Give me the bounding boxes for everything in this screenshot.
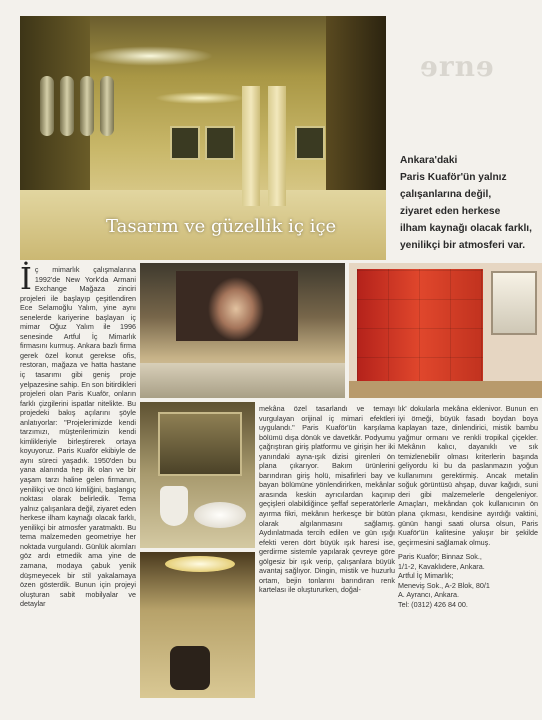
drop-cap: İ (20, 262, 32, 297)
address-block (398, 552, 538, 609)
address-line: A. Ayrancı, Ankara. (398, 590, 459, 600)
address-line: Meneviş Sok., A-2 Blok, 80/1 (398, 580, 490, 590)
photo-red-wall-lounge (349, 263, 542, 398)
photo-salon-chairs (140, 552, 255, 698)
lead-line: ilham kaynağı olacak farklı, (400, 223, 532, 234)
lead-line: yenilikçi bir atmosferi var. (400, 240, 526, 251)
lead-line: Paris Kuaför'ün yalnız (400, 172, 507, 183)
article-column-1 (20, 262, 136, 609)
article-paragraph: lık' dokularla mekâna eklenivor. Bunun en iyi örneği, büyük fasadı boydan boya kaplayan taze, dinlendirici, mistik bambu yağmur ormanı ve renkli tropikal çiçekler. Mekânın kalıcı, dayanıklı ve sık temizlenebilir olması kriterlerin başında geliyordu ki bu da paslanmazın yoğun kullanımını gerektirmiş. Ancak metalin soğuk görüntüsü ahşap, duvar kağıdı, suni deri gibi malzemelerle dengeleniyor. Amaçları, mekândan çok kullanıcının ön plana çıkması, kendisine ayırdığı vaktini, günün hangi saati olursa olsun, Paris Kuaför'ün kalitesine yakışır bir şekilde geçirmesini sağlamak olmuş. (398, 404, 538, 547)
article-paragraph: ç mimarlık çalışmalarına 1992'de New York'da Armani Exchange Mağaza zinciri projeleri ile başlayıp çeşitlendiren Ece Selamoğlu Yalım, yine aynı senelerde kariyerine başlayan iç mimar Oğuz Yalım ile 1996 senesinde Artful İç Mimarlık firmasını kurmuş. Ankara bazlı firma gerek özel konut gerekse ofis, restoran, mağaza ve hatta hastane iç tasarımı gibi geniş proje yelpazesine sahip. En son bitirdikleri projeleri olan Paris Kuaför, onların farklı çizgilerini ispatlar nitelikte. Bu projedeki bakış açılarını şöyle anlatıyorlar: "Projelerimizde kendi tarzımızı, müşterilerimizin kendi kimlikleriyle birleştirerek ortaya koyuyoruz. Paris Kuaför ekibiyle de aynı süreci yaşadık. 1950'den bu yana alanında hep ilk olan ve bir yaşam tarzı haline gelen firmanın, yenilikçi ve öncü kimliğini, başlangıç noktası olarak belirledik. Tema yalnız çalışanlara değil, ziyaret eden herkese ilham kaynağı olacak farklı, yenilikçi bir atmosfer yaratmaktı. Bu tema malzemeden geometriye her noktada vurgulandı. Günlük akımları göz ardı etmedik ama yine de zamana, modaya çabuk yenik düşmeyecek bir stil yakalamaya özen gösterdik. Bunun için projeyi oluşturan sabit mobilyalar ve detaylar (20, 265, 136, 609)
hero-photo (20, 16, 386, 260)
section-header-text: ɘrnɘ (420, 50, 495, 80)
address-line: Artful İç Mimarlık; (398, 571, 454, 581)
article-title: Tasarım ve güzellik iç içe (106, 216, 337, 237)
lead-line: çalışanlarına değil, (400, 189, 492, 200)
lead-line: ziyaret eden herkese (400, 206, 501, 217)
address-line: Paris Kuaför; Binnaz Sok., (398, 552, 482, 562)
address-line: Tel: (0312) 426 84 00. (398, 599, 468, 609)
article-column-3 (398, 404, 538, 609)
lead-text (400, 152, 540, 254)
section-header-word (420, 50, 542, 80)
lead-line: Ankara'daki (400, 155, 458, 166)
photo-reception-poster (140, 263, 345, 398)
photo-restroom (140, 402, 255, 548)
article-column-2 (259, 404, 395, 595)
address-line: 1/1-2, Kavaklıdere, Ankara. (398, 561, 485, 571)
article-paragraph: mekâna özel tasarlandı ve temayı vurgulayan orijinal iç mimari efektleri uygulandı." Paris Kuaför'ün karşılama bölümü dışa dönük ve davetkâr. Podyumu çağrıştıran giriş platformu ve girişin her iki yanındaki ayna-ışık dizisi girenleri ön plana çıkarıyor. Bakım ürünlerini barındıran giriş holü, misafirleri bay ve bayan bölümüne yönlendirirken, mekânlar arasında keskin ayrıcılardan kaçınıp geçişleri olabildiğince şeffaf seperatörlerle ayırma fikri, mekânın herkesçe bir bütün olarak algılanmasını sağlamış. Aydınlatmada tercih edilen ve gün ışığı efekti veren dört büyük ışık haresi ise, gerdirme sistemle yapılarak çevreye göre gölgesiz bir ışık verip, çalışanlara büyük avantaj sağlıyor. Dingin, mistik ve huzurlu ortam, bejin tonlarını barındıran renk kartelası ile oluştururken, doğal- (259, 404, 395, 595)
